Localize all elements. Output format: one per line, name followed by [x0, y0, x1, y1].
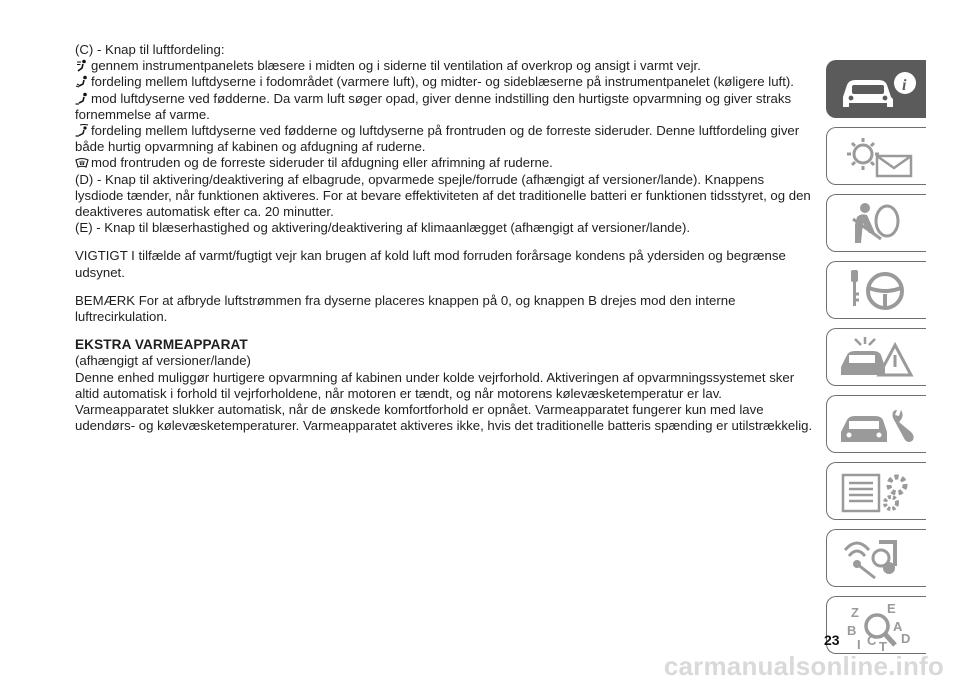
c-title: (C) - Knap til luftfordeling:: [75, 42, 225, 57]
main-content: [75, 42, 815, 434]
multimedia-icon: [835, 534, 919, 584]
tab-car-info[interactable]: [826, 60, 926, 118]
technical-data-icon: [835, 467, 919, 517]
watermark: carmanualsonline.info: [663, 651, 944, 681]
safety-airbag-icon: [835, 199, 919, 249]
tab-starting-driving[interactable]: [826, 261, 926, 319]
airflow-feet-defrost-icon: [75, 124, 89, 137]
page-number: 23: [824, 632, 840, 648]
car-maintenance-icon: [835, 400, 919, 450]
index-letter: E: [887, 601, 896, 616]
important-note: VIGTIGT I tilfælde af varmt/fugtigt vejr kan brugen af kold luft mod forruden forårsage kondens på ydersiden og begrænse udsynet.: [75, 248, 786, 280]
windshield-defrost-icon: [75, 156, 89, 169]
section-subheading: (afhængigt af versioner/lande): [75, 353, 251, 369]
tab-technical-data[interactable]: [826, 462, 926, 520]
index-letter: D: [901, 631, 911, 646]
dashboard-lights-icon: [835, 132, 919, 182]
remark-note: BEMÆRK For at afbryde luftstrømmen fra dyserne placeres knappen på 0, og knappen B drejes mod den interne luftrecirkulation.: [75, 292, 736, 325]
car-info-icon: [835, 65, 919, 115]
index-letter: T: [879, 639, 887, 651]
c-item-feet: mod luftdyserne ved fødderne. Da varm luft søger opad, giver denne indstilling den hurtigste opvarmning og giver straks fornemmelse af varme.: [75, 90, 792, 122]
airflow-face-feet-icon: [75, 75, 89, 88]
e-description: (E) - Knap til blæserhastighed og aktivering/deaktivering af klimaanlægget (afhængigt af versioner/lande).: [75, 220, 691, 236]
tab-multimedia[interactable]: [826, 529, 926, 587]
d-description: (D) - Knap til aktivering/deaktivering af elbagrude, opvarmede spejle/forrude (afhængigt af versioner/lande). Knappens lysdiode tænder, når funktionen aktiveres. For at bevare effektiviteten af det traditionelle batteri er funktionen tidsstyret, og den deaktiveres automatisk efter ca. 20 minutter.: [75, 171, 811, 220]
c-item-face-feet: fordeling mellem luftdyserne i fodområdet (varmere luft), og midter- og sideblæserne på instrumentpanelet (køligere luft).: [75, 74, 815, 90]
chapter-sidebar: [826, 60, 928, 663]
section-body: Denne enhed muliggør hurtigere opvarmning af kabinen under kolde vejrforhold. Aktiveringen af opvarmningssystemet sker altid automatisk i forhold til vejrforholdene, når motoren er tændt, og når motorens kølevæsketemperatur er lav. Varmeapparatet slukker automatisk, når de ønskede komfortforhold er opnået. Varmeapparatet fungerer kun med lave udendørs- og kølevæsketemperaturer. Varmeapparatet aktiveres ikke, hvis det traditionelle batteris spænding er utilstrækkelig.: [75, 369, 813, 434]
svg-text:i: i: [902, 77, 907, 94]
index-letter: I: [857, 637, 861, 651]
index-letter: Z: [851, 605, 859, 620]
c-item-face: gennem instrumentpanelets blæsere i midten og i siderne til ventilation af overkrop og ansigt i varmt vejr.: [75, 58, 815, 74]
emergency-warning-icon: [835, 333, 919, 383]
index-letter: A: [893, 619, 903, 634]
tab-dashboard-lights[interactable]: [826, 127, 926, 185]
index-letter: C: [867, 633, 877, 648]
index-letter: B: [847, 623, 857, 638]
c-item-feet-defrost: fordeling mellem luftdyserne ved fødderne og luftdyserne på frontruden og de forreste sideruder. Denne luftfordeling giver både hurtig opvarmning af kabinen og afdugning af ruderne.: [75, 123, 800, 155]
airflow-feet-icon: [75, 92, 89, 105]
tab-safety[interactable]: [826, 194, 926, 252]
section-heading: EKSTRA VARMEAPPARAT: [75, 337, 248, 353]
airflow-face-icon: [75, 59, 89, 72]
c-item-defrost: mod frontruden og de forreste sideruder til afdugning eller afrimning af ruderne.: [75, 155, 815, 171]
steering-key-icon: [835, 266, 919, 316]
tab-maintenance[interactable]: [826, 395, 926, 453]
tab-emergency[interactable]: [826, 328, 926, 386]
